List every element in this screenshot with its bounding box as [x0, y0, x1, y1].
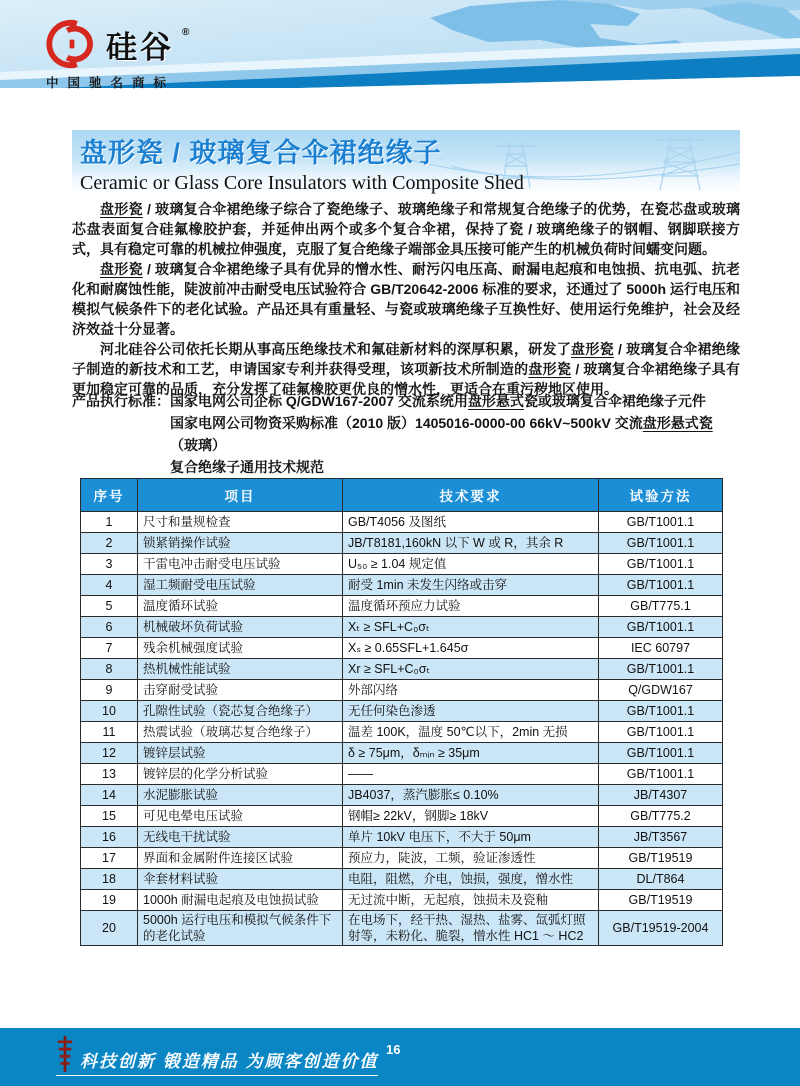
page-title-zh: 盘形瓷 / 玻璃复合伞裙绝缘子: [80, 138, 442, 168]
table-cell: 镀锌层的化学分析试验: [138, 764, 343, 785]
table-row: [81, 512, 723, 533]
table-cell: Xr ≥ SFL+C₀σₜ: [343, 659, 599, 680]
table-cell: GB/T1001.1: [599, 617, 723, 638]
table-row: [81, 911, 723, 946]
table-cell: GB/T19519: [599, 890, 723, 911]
table-cell: GB/T1001.1: [599, 512, 723, 533]
table-cell: 5: [81, 596, 138, 617]
table-cell: U₅₀ ≥ 1.04 规定值: [343, 554, 599, 575]
table-cell: GB/T775.1: [599, 596, 723, 617]
table-cell: 1000h 耐漏电起痕及电蚀损试验: [138, 890, 343, 911]
table-cell: GB/T19519: [599, 848, 723, 869]
table-cell: 12: [81, 743, 138, 764]
page-header: [0, 0, 800, 88]
column-header: 技术要求: [343, 479, 599, 512]
table-cell: 温度循环预应力试验: [343, 596, 599, 617]
table-cell: GB/T1001.1: [599, 659, 723, 680]
table-cell: 6: [81, 617, 138, 638]
table-cell: 无过流中断，无起痕，蚀损未及瓷釉: [343, 890, 599, 911]
table-cell: 热震试验（玻璃芯复合绝缘子）: [138, 722, 343, 743]
brand-tagline: 中国驰名商标: [46, 76, 176, 90]
table-cell: 15: [81, 806, 138, 827]
table-cell: GB/T4056 及图纸: [343, 512, 599, 533]
standards-line: 复合绝缘子通用技术规范: [170, 459, 324, 475]
table-row: [81, 890, 723, 911]
table-row: [81, 764, 723, 785]
table-cell: 机械破坏负荷试验: [138, 617, 343, 638]
table-cell: ——: [343, 764, 599, 785]
column-header: 序号: [81, 479, 138, 512]
table-cell: JB/T3567: [599, 827, 723, 848]
table-cell: GB/T775.2: [599, 806, 723, 827]
table-cell: GB/T1001.1: [599, 575, 723, 596]
table-row: [81, 680, 723, 701]
registered-trademark-symbol: ®: [182, 26, 190, 38]
paragraph: 盘形瓷 / 玻璃复合伞裙绝缘子具有优异的憎水性、耐污闪电压高、耐漏电起痕和电蚀损、抗电弧、抗老化和耐腐蚀性能，陡波前冲击耐受电压试验符合 GB/T20642-2006 标准的要求，还通过了 5000h 运行电压和模拟气候条件下的老化试验。产品还具有重量轻、与瓷或玻璃绝缘子互换性好、使用运行免维护，社会及经济效益十分显著。: [72, 261, 741, 337]
brand-name: 硅谷: [106, 29, 174, 65]
table-cell: 11: [81, 722, 138, 743]
table-cell: 14: [81, 785, 138, 806]
table-cell: 18: [81, 869, 138, 890]
table-cell: 8: [81, 659, 138, 680]
table-cell: 伞套材料试验: [138, 869, 343, 890]
page-footer: [0, 1028, 800, 1086]
table-cell: 10: [81, 701, 138, 722]
table-cell: 16: [81, 827, 138, 848]
footer-slogan: [56, 1036, 378, 1076]
column-header: 项目: [138, 479, 343, 512]
standards-line: 国家电网公司物资采购标准（2010 版）1405016-0000-00 66kV~500kV 交流盘形悬式瓷（玻璃）: [170, 415, 713, 453]
table-cell: 击穿耐受试验: [138, 680, 343, 701]
table-cell: 孔隙性试验（瓷芯复合绝缘子）: [138, 701, 343, 722]
paragraph: 河北硅谷公司依托长期从事高压绝缘技术和氟硅新材料的深厚积累，研发了盘形瓷 / 玻璃复合伞裙绝缘子制造的新技术和工艺，申请国家专利并获得受理，该项新技术所制造的盘形瓷 / 玻璃复合伞裙绝缘子具有更加稳定可靠的品质，充分发挥了硅氟橡胶更优良的憎水性，更适合在重污秽地区使用。: [72, 341, 741, 397]
footer-slogan-text: 科技创新 锻造精品 为顾客创造价值: [80, 1052, 379, 1071]
table-cell: 钢帽≥ 22kV，钢脚≥ 18kV: [343, 806, 599, 827]
standards-lines: [170, 390, 740, 478]
table-cell: 2: [81, 533, 138, 554]
table-cell: 锁紧销操作试验: [138, 533, 343, 554]
table-cell: 热机械性能试验: [138, 659, 343, 680]
table-cell: 湿工频耐受电压试验: [138, 575, 343, 596]
table-cell: 镀锌层试验: [138, 743, 343, 764]
table-row: [81, 848, 723, 869]
table-row: [81, 638, 723, 659]
standards-block: [72, 390, 740, 478]
table-row: [81, 722, 723, 743]
brand-logo-icon: [46, 18, 98, 70]
table-cell: 无任何染色渗透: [343, 701, 599, 722]
table-cell: 干雷电冲击耐受电压试验: [138, 554, 343, 575]
table-cell: GB/T1001.1: [599, 533, 723, 554]
standards-label: 产品执行标准：: [72, 393, 170, 409]
table-cell: 水泥膨胀试验: [138, 785, 343, 806]
table-cell: 预应力，陡波，工频，验证渗透性: [343, 848, 599, 869]
table-row: [81, 617, 723, 638]
table-cell: δ ≥ 75μm，δₘᵢₙ ≥ 35μm: [343, 743, 599, 764]
table-cell: 单片 10kV 电压下，不大于 50μm: [343, 827, 599, 848]
table-row: [81, 701, 723, 722]
table-row: [81, 554, 723, 575]
table-cell: 外部闪络: [343, 680, 599, 701]
table-row: [81, 806, 723, 827]
table-row: [81, 575, 723, 596]
table-body: [81, 512, 723, 946]
insulator-icon: [56, 1036, 74, 1072]
table-row: [81, 785, 723, 806]
brand-logo: [46, 18, 189, 91]
table-cell: GB/T1001.1: [599, 743, 723, 764]
paragraph: 盘形瓷 / 玻璃复合伞裙绝缘子综合了瓷绝缘子、玻璃绝缘子和常规复合绝缘子的优势，在瓷芯盘或玻璃芯盘表面复合硅氟橡胶护套，并延伸出两个或多个复合伞裙，保持了瓷 / 玻璃绝缘子的钢帽、钢脚联接方式，具有稳定可靠的机械拉伸强度，克服了复合绝缘子端部金具压接可能产生的机械负荷时间蠕变问题。: [72, 201, 741, 257]
table-cell: 13: [81, 764, 138, 785]
table-cell: 4: [81, 575, 138, 596]
table-cell: GB/T1001.1: [599, 764, 723, 785]
table-cell: 3: [81, 554, 138, 575]
table-cell: 无线电干扰试验: [138, 827, 343, 848]
page-title-en: Ceramic or Glass Core Insulators with Composite Shed: [80, 172, 524, 194]
table-header-row: [81, 479, 723, 512]
table-cell: 可见电晕电压试验: [138, 806, 343, 827]
table-cell: GB/T19519-2004: [599, 911, 723, 946]
table-cell: GB/T1001.1: [599, 701, 723, 722]
table-cell: 9: [81, 680, 138, 701]
table-cell: 在电场下，经干热、湿热、盐雾、氙弧灯照射等，未粉化、脆裂，憎水性 HC1 ～ HC2: [343, 911, 599, 946]
column-header: 试验方法: [599, 479, 723, 512]
table-cell: 1: [81, 512, 138, 533]
table-cell: 尺寸和量规检查: [138, 512, 343, 533]
table-cell: 温差 100K，温度 50℃以下，2min 无损: [343, 722, 599, 743]
table-cell: 7: [81, 638, 138, 659]
table-cell: 耐受 1min 未发生闪络或击穿: [343, 575, 599, 596]
table-cell: 17: [81, 848, 138, 869]
page-number: 16: [386, 1042, 401, 1057]
table-cell: 残余机械强度试验: [138, 638, 343, 659]
table-cell: JB/T8181,160kN 以下 W 或 R，其余 R: [343, 533, 599, 554]
table-row: [81, 869, 723, 890]
table-cell: IEC 60797: [599, 638, 723, 659]
table-row: [81, 659, 723, 680]
table-cell: JB4037，蒸汽膨胀≤ 0.10%: [343, 785, 599, 806]
table-cell: JB/T4307: [599, 785, 723, 806]
test-table: [80, 478, 723, 946]
table-cell: 电阻，阻燃，介电，蚀损，强度，憎水性: [343, 869, 599, 890]
table-row: [81, 533, 723, 554]
standards-line: 国家电网公司企标 Q/GDW167-2007 交流系统用盘形悬式瓷或玻璃复合伞裙绝缘子元件: [170, 393, 706, 409]
title-band: [72, 130, 740, 192]
table-row: [81, 827, 723, 848]
table-cell: 19: [81, 890, 138, 911]
table-cell: GB/T1001.1: [599, 554, 723, 575]
table-cell: 20: [81, 911, 138, 946]
table-cell: Xₜ ≥ SFL+C₀σₜ: [343, 617, 599, 638]
table-cell: 界面和金属附件连接区试验: [138, 848, 343, 869]
table-cell: 5000h 运行电压和模拟气候条件下的老化试验: [138, 911, 343, 946]
table-cell: 温度循环试验: [138, 596, 343, 617]
table-row: [81, 743, 723, 764]
intro-paragraphs: [72, 199, 740, 399]
table-cell: Q/GDW167: [599, 680, 723, 701]
table-cell: DL/T864: [599, 869, 723, 890]
table-row: [81, 596, 723, 617]
table-cell: Xₛ ≥ 0.65SFL+1.645σ: [343, 638, 599, 659]
table-cell: GB/T1001.1: [599, 722, 723, 743]
